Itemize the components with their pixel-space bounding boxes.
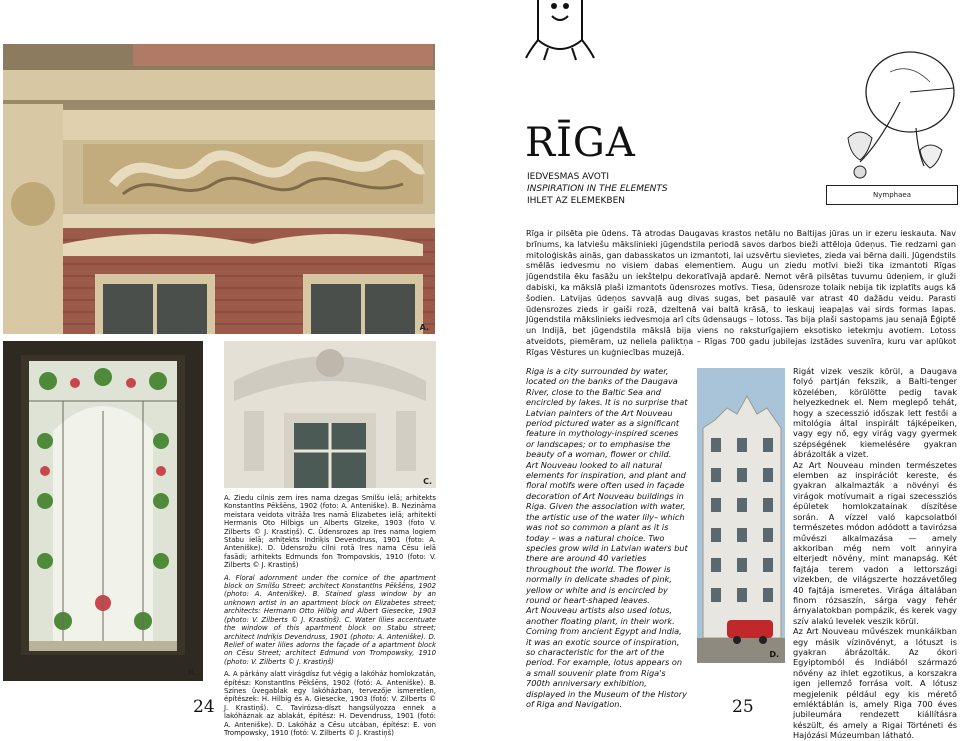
subtitle-hu: IHLET AZ ELEMEKBEN bbox=[527, 196, 625, 206]
photo-d-label: D. bbox=[769, 650, 779, 659]
caption-hungarian: A. A párkány alatt virágdísz fut végig a lakóház homlokzatán, építész: Konstantīns Pēkšēns, 1902 (fotó: A. Anteniške). B. Színes üvegablak egy lakóházban, tervezője ismeretlen, építészek: H. Hilbig és A. Giesecke, 1903 (fotó: V. Zilberts © J. Krastiņš). C. Tavirózsa-díszt hangsúlyozza ennek a lakóháznak az ablakát, építész: H. Devendruss, 1901 (fotó: A. Anteniške). D. Lakóház a Cēsu utcában, építész: E. von Trompowsky, 1910 (fotó: V. Zilberts © J. Krastiņš) bbox=[224, 670, 436, 737]
photo-a-label: A. bbox=[419, 323, 429, 332]
english-column bbox=[526, 366, 688, 709]
photo-b-label: B. bbox=[187, 668, 197, 677]
photo-c-label: C. bbox=[423, 477, 432, 486]
caption-english: A. Floral adornment under the cornice of the apartment block on Smilšu Street; architect Konstantīns Pēkšēns, 1902 (photo: A. Anteniške). B. Stained glass window by an unknown artist in an apartment block on Elizabetes street; architects: Hermann Otto Hilbig and Albert Giesecke, 1903 (photo: V. Zilberts © J. Krastiņš). C. Water lilies accentuate the window of this apartment block on Stabu street; architect Indriķis Devendruss, 1901 (photo: A. Anteniške). D. Relief of water lilies adorns the façade of a apartment block on Cēsu Street; architect Edmund von Trompowsky, 1910 (photo: V. Zilberts © J. Krastiņš) bbox=[224, 573, 436, 666]
water-lily-illustration bbox=[820, 42, 958, 182]
hungarian-paragraph-1: Rigát vizek veszik körül, a Daugava folyó partján fekszik, a Balti-tenger közelében, körülötte pedig tavak helyezkednek el. Nem meglepő tehát, hogy a szecesszió időszak lett festői a mitológia által inspirált tájképeiken, vagy egy nő, egy virág vagy gyermek szépségének kiemelésére gyakran ábrázolták a vizet. bbox=[793, 366, 957, 460]
photo-b-stained-glass bbox=[3, 341, 203, 681]
english-paragraph-3: Art Nouveau artists also used lotus, another floating plant, in their work. Coming from ancient Egypt and India, it was an exotic source of inspiration, so characteristic for the art of the period. For example, lotus appears on a small souvenir plate from Riga's 700th anniversary exhibition, displayed in the Museum of the History of Riga and Navigation. bbox=[526, 605, 687, 709]
photo-c-window-lilies bbox=[224, 341, 436, 488]
english-paragraph-2: Art Nouveau looked to all natural elements for inspiration, and plant and floral motifs were often used in façade decoration of Art Nouveau buildings in Riga. Given the association with water, the artistic use of the water lily– which was not so common a plant as it is today – was a natural choice. Two species grow wild in Latvian waters but there are around 40 varieties throughout the world. The flower is normally in delicate shades of pink, yellow or white and is encircled by round or heart-shaped leaves. bbox=[526, 459, 688, 605]
hungarian-paragraph-2: Az Art Nouveau minden természetes elemben az inspirációt kereste, és gyakran alkalmazták a növényi és virágok motívumait a rigai szecessziós épületek homlokzatainak díszítése során. A vízzel való kapcsolatból természetes módon adódott a tavirózsa művészi alkalmazása — amely akkoriban még nem volt annyira elterjedt növény, mint manapság. Két fajtája terem vadon a lettországi vizekben, de világszerte hozzávetőleg 40 fajtája ismeretes. Virága általában finom rózsaszín, sárga vagy fehér árnyalatokban pompázik, és kerek vagy szív alakú levelek veszik körül. bbox=[793, 459, 957, 626]
photo-a-facade-cornice bbox=[3, 44, 435, 334]
page-title: RĪGA bbox=[525, 120, 636, 166]
page-number-left: 24 bbox=[193, 697, 215, 717]
page-number-right: 25 bbox=[732, 697, 754, 717]
hungarian-paragraph-3: Az Art Nouveau művészek munkáikban egy másik vízinövényt, a lótuszt is gyakran ábrázolták. Az ókori Egyiptomból és Indiából származó növény az ihlet egzotikus, a korszakra igen jellemző forrása volt. A lótusz megjelenik például egy kis mérető emléktáblán is, amely Riga 700 éves jubileumára rendezett kiállításra készült, és amely a Rigai Történeti és Hajózási Múzeumban látható. bbox=[793, 626, 957, 741]
hungarian-column bbox=[793, 366, 957, 741]
photo-d-building bbox=[697, 368, 785, 663]
intro-latvian: Rīga ir pilsēta pie ūdens. Tā atrodas Daugavas krastos netālu no Baltijas jūras un ir ezeru ieskauta. Nav brīnums, ka latviešu mākslinieki jūgendstila periodā savos darbos bieži attēloja ūdeņus. Tie redzami gan mitoloģiskās ainās, gan dabasskatos un izmantoti, lai uzsvērtu sievietes, zieda vai bērna daili. Jūgendstils smēlās iedvesmu no visiem dabas elementiem. Augu un ziedu motīvi bieži tika izmantoti Rīgas jūgendstila ēku fasāžu un iekštelpu dekoratīvajā apdarē. Nemot vērā pilsētas tuvumu ūdeņiem, ir gluži dabiski, ka mākslā plaši izmantots ūdensrozes motīvs. Tiesa, ūdensroze tolaik nebija tik izplatīts augs kā šodien. Latvijas ūdeņos savvaļā aug divas sugas, bet pasaulē var atrast 40 dažādu veidu. Parasti ūdensrozes zieds ir gaiši rozā, dzeltenā vai baltā krāsā, to ieskauj ieapaļas vai sirds formas lapas. Jūgendstila mākslinieks iedvesmoja arī cits ūdensaugs – lotoss. Tas bija plaši sastopams jau senajā Ēģiptē un Indijā, bet jūgendstila mākslā bija viens no raksturīgajiem eksotisko ietekmju avotiem. Lotoss atveidots, piemēram, uz neliela paliktņa – Rīgas 700 gadu jubilejas izstādes suvenīra, kuru var aplūkot Rīgas Vēstures un kuģniecības muzejā. bbox=[526, 228, 956, 357]
creature-illustration bbox=[524, 0, 596, 62]
english-paragraph-1: Riga is a city surrounded by water, located on the banks of the Daugava River, close to the Baltic Sea and encircled by lakes. It is no surprise that Latvian painters of the Art Nouveau period pictured water as a significant feature in mythology-inspired scenes or landscapes; or to emphasise the beauty of a woman, flower or child. bbox=[526, 366, 688, 460]
subtitle-en: INSPIRATION IN THE ELEMENTS bbox=[527, 184, 668, 194]
captions-block bbox=[224, 494, 436, 741]
subtitle-lv: IEDVESMAS AVOTI bbox=[527, 172, 609, 182]
caption-latvian: A. Ziedu cilnis zem ires nama dzegas Smilšu ielā; arhitekts Konstantīns Pēkšēns, 1902 (foto: A. Anteniške). B. Nezināma meistara veidota vitrāža īres namā Elizabetes ielā; arhitekti Hermanis Oto Hilbigs un Alberts Gīzeke, 1903 (foto V. Zilberts © J. Krastiņš). C. Ūdensrozes ap īres nama logiem Stabu ielā; arhitekts Indriķis Devendruss, 1901 (foto: A. Anteniške). D. Ūdensrožu cilni rotā īres nama Cēsu ielā fasādi; arhitekts Edmunds fon Trompovskis, 1910 (foto: V. Zilberts © J. Krastiņš) bbox=[224, 494, 436, 570]
illustration-label-box: Nymphaea bbox=[826, 185, 958, 205]
